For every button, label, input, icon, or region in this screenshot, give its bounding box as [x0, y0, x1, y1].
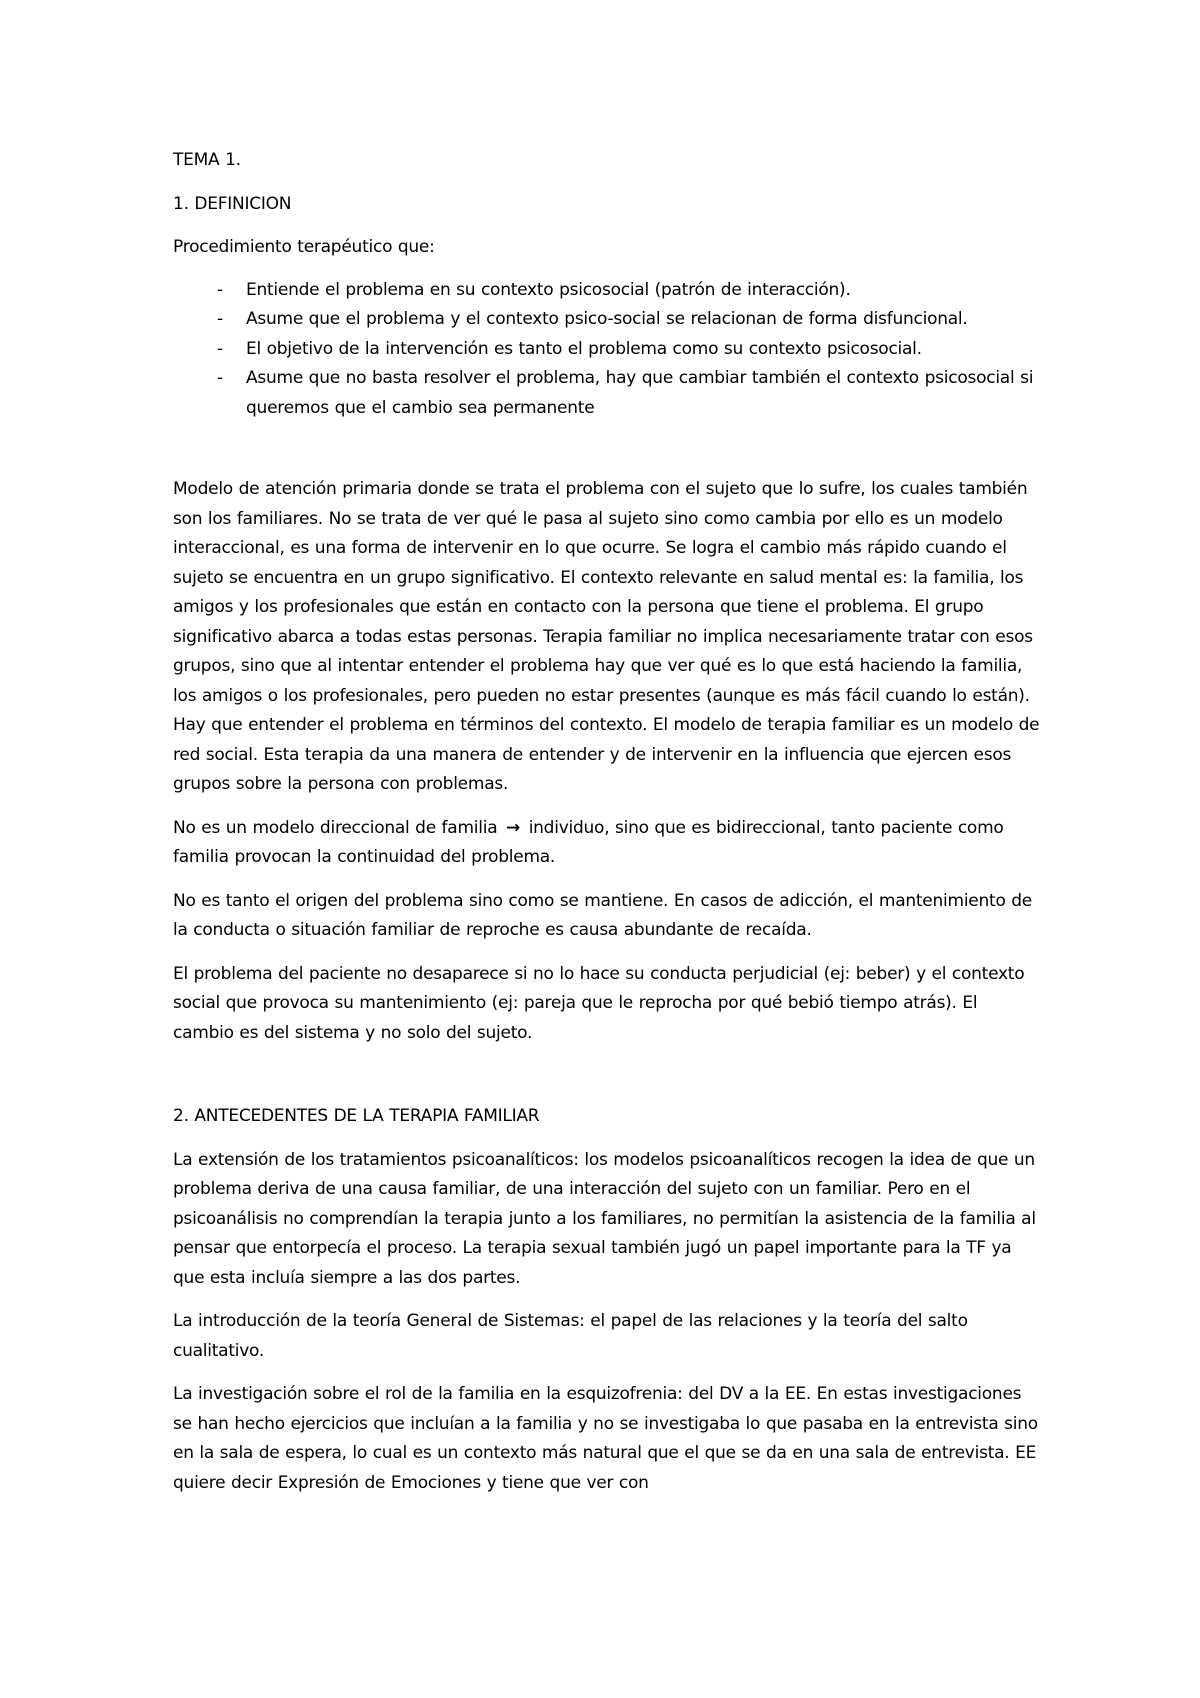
section1-paragraph: El problema del paciente no desaparece si no lo hace su conducta perjudicial (ej: beber) y el contexto social que provoca su mantenimiento (ej: pareja que le reprocha por qué bebió tiempo atrás). El cambio es del sistema y no solo del sujeto.	[173, 963, 1025, 1043]
definition-list-item	[173, 276, 1043, 306]
definition-list-item-text: Asume que el problema y el contexto psico-social se relacionan de forma disfuncional.	[246, 309, 968, 329]
section2-paragraph: La extensión de los tratamientos psicoanalíticos: los modelos psicoanalíticos recogen la idea de que un problema deriva de una causa familiar, de una interacción del sujeto con un familiar. Pero en el psicoanálisis no comprendían la terapia junto a los familiares, no permitían la asistencia de la familia al pensar que entorpecía el proceso. La terapia sexual también jugó un papel importante para la TF ya que esta incluía siempre a las dos partes.	[173, 1149, 1036, 1288]
section1-intro: Procedimiento terapéutico que:	[173, 237, 435, 257]
section1-paragraph: Modelo de atención primaria donde se trata el problema con el sujeto que lo sufre, los cuales también son los familiares. No se trata de ver qué le pasa al sujeto sino como cambia por ello es un modelo interaccional, es una forma de intervenir en lo que ocurre. Se logra el cambio más rápido cuando el sujeto se encuentra en un grupo significativo. El contexto relevante en salud mental es: la familia, los amigos y los profesionales que están en contacto con la persona que tiene el problema. El grupo significativo abarca a todas estas personas. Terapia familiar no implica necesariamente tratar con esos grupos, sino que al intentar entender el problema hay que ver qué es lo que está haciendo la familia, los amigos o los profesionales, pero pueden no estar presentes (aunque es más fácil cuando lo están). Hay que entender el problema en términos del contexto. El modelo de terapia familiar es un modelo de red social. Esta terapia da una manera de entender y de intervenir en la influencia que ejercen esos grupos sobre la persona con problemas.	[173, 479, 1040, 794]
paragraph-text: No es un modelo direccional de familia	[173, 817, 498, 838]
document-title: TEMA 1.	[173, 150, 241, 170]
document-content	[173, 146, 1043, 1512]
blank-space	[173, 1062, 1043, 1102]
definition-list	[173, 276, 1043, 424]
definition-list-item-text: El objetivo de la intervención es tanto el problema como su contexto psicosocial.	[246, 338, 922, 359]
section2-heading: 2. ANTECEDENTES DE LA TERAPIA FAMILIAR	[173, 1106, 540, 1126]
arrow-right-icon: →	[506, 817, 521, 838]
paragraph-text: individuo, sino que es bidireccional, tanto paciente como familia provocan la continuidad del problema.	[173, 817, 1004, 867]
section2-paragraph: La investigación sobre el rol de la familia en la esquizofrenia: del DV a la EE. En estas investigaciones se han hecho ejercicios que incluían a la familia y no se investigaba lo que pasaba en la entrevista sino en la sala de espera, lo cual es un contexto más natural que el que se da en una sala de entrevista. EE quiere decir Expresión de Emociones y tiene que ver con	[173, 1384, 1038, 1493]
definition-list-item	[173, 364, 1043, 423]
definition-list-item	[173, 305, 1043, 335]
dash-bullet-icon: -	[217, 309, 223, 329]
section1-paragraph-direction	[173, 814, 1043, 873]
dash-bullet-icon: -	[217, 279, 223, 300]
section2-paragraph: La introducción de la teoría General de Sistemas: el papel de las relaciones y la teoría del salto cualitativo.	[173, 1311, 968, 1361]
dash-bullet-icon: -	[217, 338, 223, 359]
dash-bullet-icon: -	[217, 368, 223, 388]
definition-list-item-text: Asume que no basta resolver el problema, hay que cambiar también el contexto psicosocial si queremos que el cambio sea permanente	[246, 368, 1034, 418]
blank-space	[173, 423, 1043, 475]
section1-heading: 1. DEFINICION	[173, 193, 292, 214]
definition-list-item-text: Entiende el problema en su contexto psicosocial (patrón de interacción).	[246, 279, 851, 300]
definition-list-item	[173, 335, 1043, 365]
section1-paragraph: No es tanto el origen del problema sino como se mantiene. En casos de adicción, el mantenimiento de la conducta o situación familiar de reproche es causa abundante de recaída.	[173, 890, 1033, 940]
